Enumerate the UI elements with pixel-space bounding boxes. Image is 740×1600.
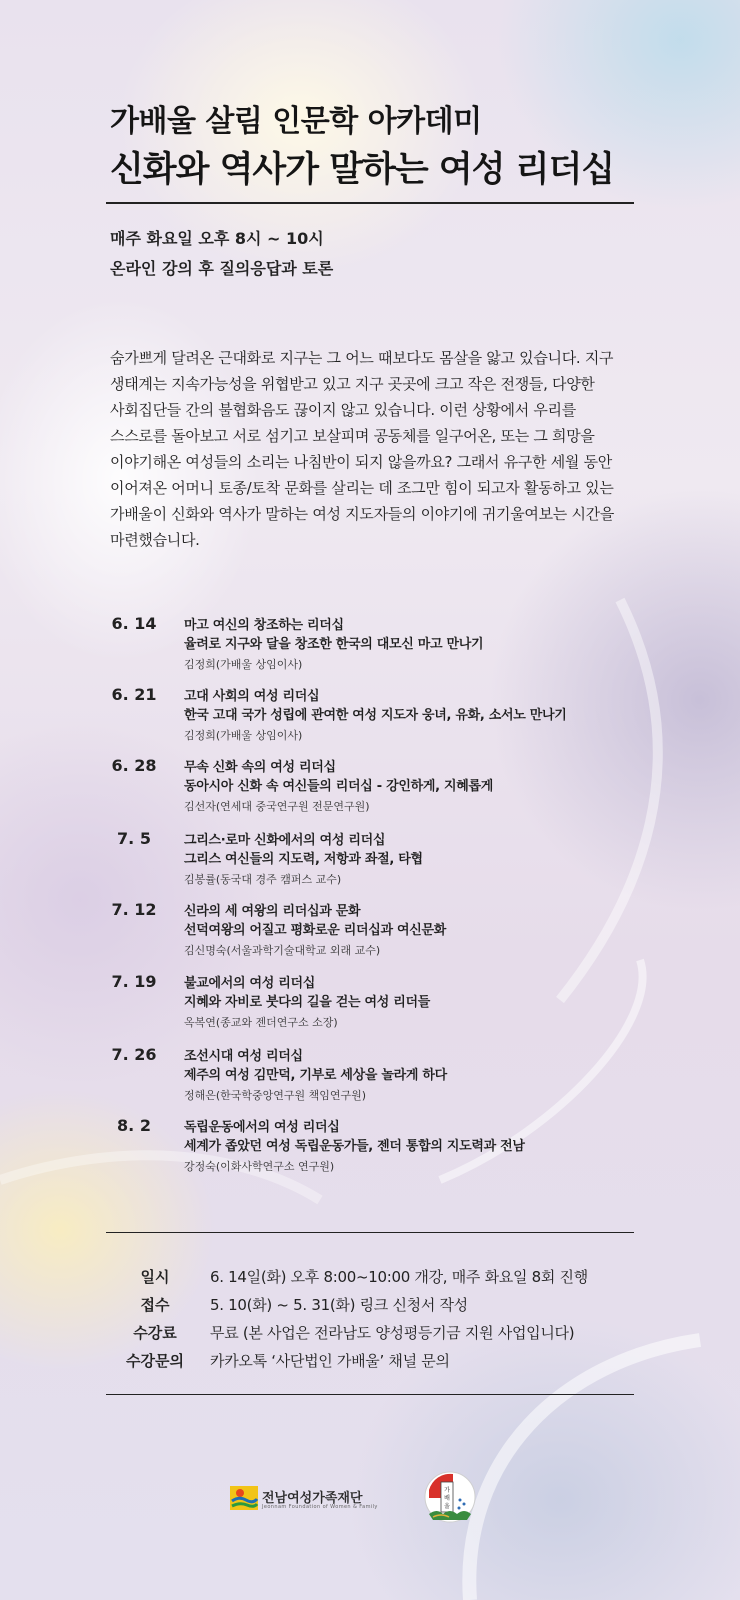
session-date: 6. 28: [111, 756, 157, 775]
session-speaker: 김정희(가배울 상임이사): [184, 729, 303, 742]
gabaeul-logo-icon: [423, 1470, 477, 1524]
schedule-text: 매주 화요일 오후 8시 ~ 10시: [110, 229, 324, 248]
session-date: 7. 19: [111, 972, 157, 991]
intro-line: 생태계는 지속가능성을 위협받고 있고 지구 곳곳에 크고 작은 전쟁들, 다양한: [110, 375, 595, 393]
session-title: 그리스·로마 신화에서의 여성 리더십: [184, 833, 386, 848]
intro-line: 가배울이 신화와 역사가 말하는 여성 지도자들의 이야기에 귀기울여보는 시간을: [110, 505, 615, 523]
foundation-emblem-icon: [230, 1486, 258, 1510]
intro-line: 이어져온 어머니 토종/토착 문화를 살리는 데 조그만 힘이 되고자 활동하고 있는: [110, 479, 614, 497]
info-label: 수강료: [133, 1324, 177, 1342]
session-subtitle: 제주의 여성 김만덕, 기부로 세상을 놀라게 하다: [184, 1068, 447, 1083]
session-speaker: 옥복연(종교와 젠더연구소 소장): [184, 1016, 338, 1029]
session-title: 고대 사회의 여성 리더십: [184, 689, 320, 704]
session-subtitle: 선덕여왕의 어질고 평화로운 리더십과 여신문화: [184, 923, 447, 938]
info-row-registration: [110, 1294, 640, 1318]
info-label: 접수: [140, 1296, 170, 1314]
session-title: 마고 여신의 창조하는 리더십: [184, 618, 344, 633]
divider: [106, 1394, 634, 1395]
foundation-name: 전남여성가족재단: [262, 1491, 363, 1506]
svg-text:가: 가: [444, 1487, 450, 1494]
session-date: 6. 14: [111, 614, 157, 633]
session-date: 7. 12: [111, 900, 157, 919]
session-subtitle: 지혜와 자비로 붓다의 길을 걷는 여성 리더들: [184, 995, 430, 1010]
session-title: 무속 신화 속의 여성 리더십: [184, 760, 336, 775]
session-speaker: 김신명숙(서울과학기술대학교 외래 교수): [184, 944, 381, 957]
session-subtitle: 동아시아 신화 속 여신들의 리더십 - 강인하게, 지혜롭게: [184, 779, 493, 794]
session-speaker: 김봉률(동국대 경주 캠퍼스 교수): [184, 873, 342, 886]
info-label: 일시: [140, 1268, 170, 1286]
jeonnam-foundation-logo: [230, 1486, 378, 1514]
session-speaker: 김선자(연세대 중국연구원 전문연구원): [184, 800, 370, 813]
intro-line: 숨가쁘게 달려온 근대화로 지구는 그 어느 때보다도 몸살을 앓고 있습니다. 지구: [110, 349, 614, 367]
session-title: 조선시대 여성 리더십: [184, 1049, 303, 1064]
info-value: 5. 10(화) ~ 5. 31(화) 링크 신청서 작성: [210, 1296, 468, 1314]
session-subtitle: 한국 고대 국가 성립에 관여한 여성 지도자 웅녀, 유화, 소서노 만나기: [184, 708, 567, 723]
session-speaker: 김정희(가배울 상임이사): [184, 658, 303, 671]
info-value: 카카오톡 ‘사단법인 가배울’ 채널 문의: [210, 1352, 450, 1370]
session-subtitle: 율려로 지구와 달을 창조한 한국의 대모신 마고 만나기: [184, 637, 484, 652]
title-line-2: 신화와 역사가 말하는 여성 리더십: [110, 150, 615, 190]
info-label: 수강문의: [126, 1352, 184, 1370]
session-date: 8. 2: [117, 1116, 151, 1135]
info-row-inquiry: [110, 1350, 640, 1374]
info-row-date: [110, 1266, 640, 1290]
intro-line: 사회집단들 간의 불협화음도 끊이지 않고 있습니다. 이런 상황에서 우리를: [110, 401, 576, 419]
session-date: 7. 26: [111, 1045, 157, 1064]
info-value: 무료 (본 사업은 전라남도 양성평등기금 지원 사업입니다): [210, 1324, 575, 1342]
foundation-name-en: Jeonnam Foundation of Women & Family: [262, 1504, 378, 1510]
session-speaker: 강정숙(이화사학연구소 연구원): [184, 1160, 335, 1173]
intro-line: 이야기해온 여성들의 소리는 나침반이 되지 않을까요? 그래서 유구한 세월 동안: [110, 453, 612, 471]
svg-text:울: 울: [444, 1503, 450, 1510]
session-title: 불교에서의 여성 리더십: [184, 976, 316, 991]
session-subtitle: 세계가 좁았던 여성 독립운동가들, 젠더 통합의 지도력과 전남: [184, 1139, 525, 1154]
info-row-fee: [110, 1322, 640, 1346]
session-subtitle: 그리스 여신들의 지도력, 저항과 좌절, 타협: [184, 852, 423, 867]
divider: [106, 1232, 634, 1233]
intro-paragraph: [110, 345, 640, 553]
session-date: 7. 5: [117, 829, 151, 848]
title-line-1: 가배울 살림 인문학 아카데미: [110, 104, 482, 139]
info-value: 6. 14일(화) 오후 8:00~10:00 개강, 매주 화요일 8회 진행: [210, 1268, 588, 1286]
session-title: 독립운동에서의 여성 리더십: [184, 1120, 340, 1135]
intro-line: 스스로를 돌아보고 서로 섬기고 보살피며 공동체를 일구어온, 또는 그 희망을: [110, 427, 595, 445]
session-date: 6. 21: [111, 685, 157, 704]
session-title: 신라의 세 여왕의 리더십과 문화: [184, 904, 361, 919]
intro-line: 마련했습니다.: [110, 531, 200, 549]
divider: [106, 202, 634, 204]
session-speaker: 정해은(한국학중앙연구원 책임연구원): [184, 1089, 367, 1102]
format-text: 온라인 강의 후 질의응답과 토론: [110, 259, 334, 278]
svg-text:배: 배: [444, 1495, 450, 1502]
